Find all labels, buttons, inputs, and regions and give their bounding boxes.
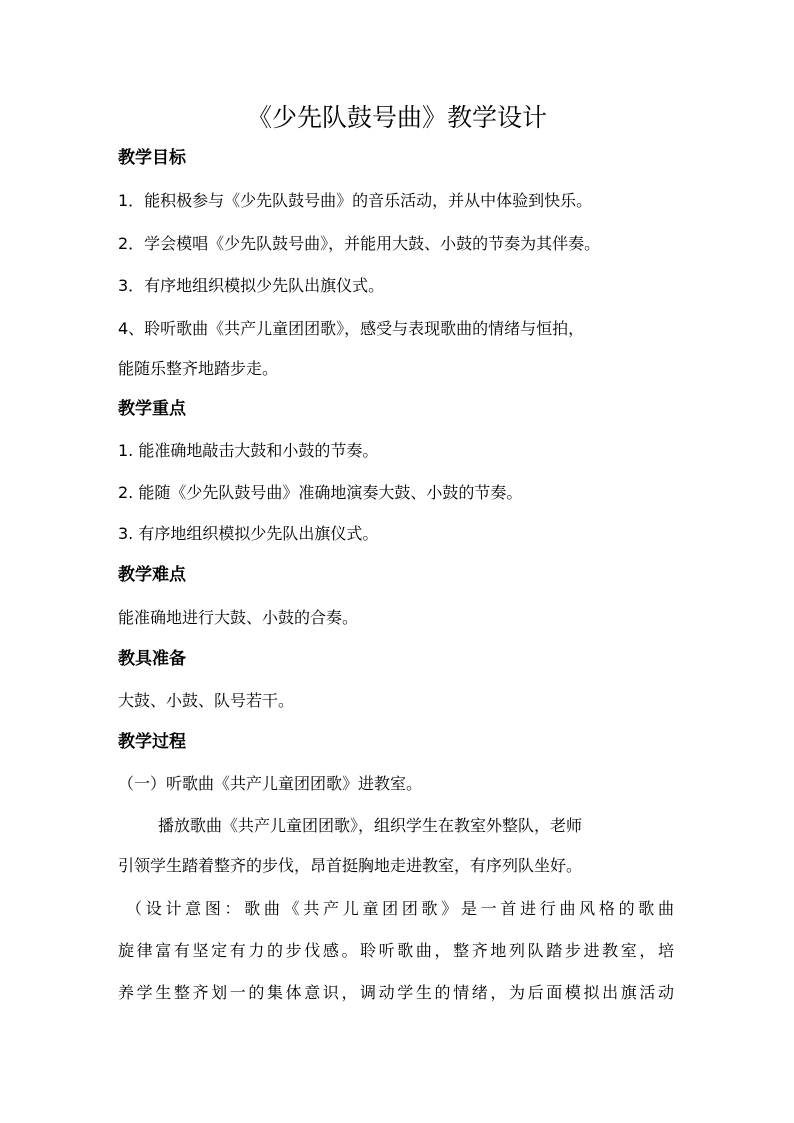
heading-objectives: 教学目标 xyxy=(118,148,186,168)
objective-item-1: 1．能积极参与《少先队鼓号曲》的音乐活动，并从中体验到快乐。 xyxy=(118,191,593,210)
heading-difficulties: 教学难点 xyxy=(118,565,186,585)
process-step1-title: （一）听歌曲《共产儿童团团歌》进教室。 xyxy=(118,774,423,793)
materials-text: 大鼓、小鼓、队号若干。 xyxy=(118,691,295,710)
heading-materials: 教具准备 xyxy=(118,649,186,669)
design-intent-line-1: （设计意图：歌曲《共产儿童团团歌》是一首进行曲风格的歌曲 xyxy=(126,899,674,918)
key-point-item-3: 3. 有序地组织模拟少先队出旗仪式。 xyxy=(118,524,379,543)
difficulties-text: 能准确地进行大鼓、小鼓的合奏。 xyxy=(118,608,359,627)
process-step1-body-line-2: 引领学生踏着整齐的步伐，昂首挺胸地走进教室，有序列队坐好。 xyxy=(118,856,583,875)
key-point-item-1: 1. 能准确地敲击大鼓和小鼓的节奏。 xyxy=(118,441,379,460)
objective-item-4: 4、聆听歌曲《共产儿童团团歌》，感受与表现歌曲的情绪与恒拍， xyxy=(118,319,585,338)
key-point-item-2: 2. 能随《少先队鼓号曲》准确地演奏大鼓、小鼓的节奏。 xyxy=(118,483,523,502)
design-intent-line-3: 养学生整齐划一的集体意识，调动学生的情绪，为后面模拟出旗活动 xyxy=(118,983,674,1002)
document-title: 《少先队鼓号曲》教学设计 xyxy=(246,103,547,132)
objective-item-4-continued: 能随乐整齐地踏步走。 xyxy=(118,359,279,378)
heading-process: 教学过程 xyxy=(118,732,186,752)
design-intent-line-2: 旋律富有坚定有力的步伐感。聆听歌曲，整齐地列队踏步进教室，培 xyxy=(118,941,674,960)
heading-key-points: 教学重点 xyxy=(118,399,186,419)
objective-item-2: 2．学会模唱《少先队鼓号曲》，并能用大鼓、小鼓的节奏为其伴奏。 xyxy=(118,234,601,253)
process-step1-body-line-1: 播放歌曲《共产儿童团团歌》，组织学生在教室外整队，老师 xyxy=(158,816,583,835)
objective-item-3: 3．有序地组织模拟少先队出旗仪式。 xyxy=(118,276,385,295)
